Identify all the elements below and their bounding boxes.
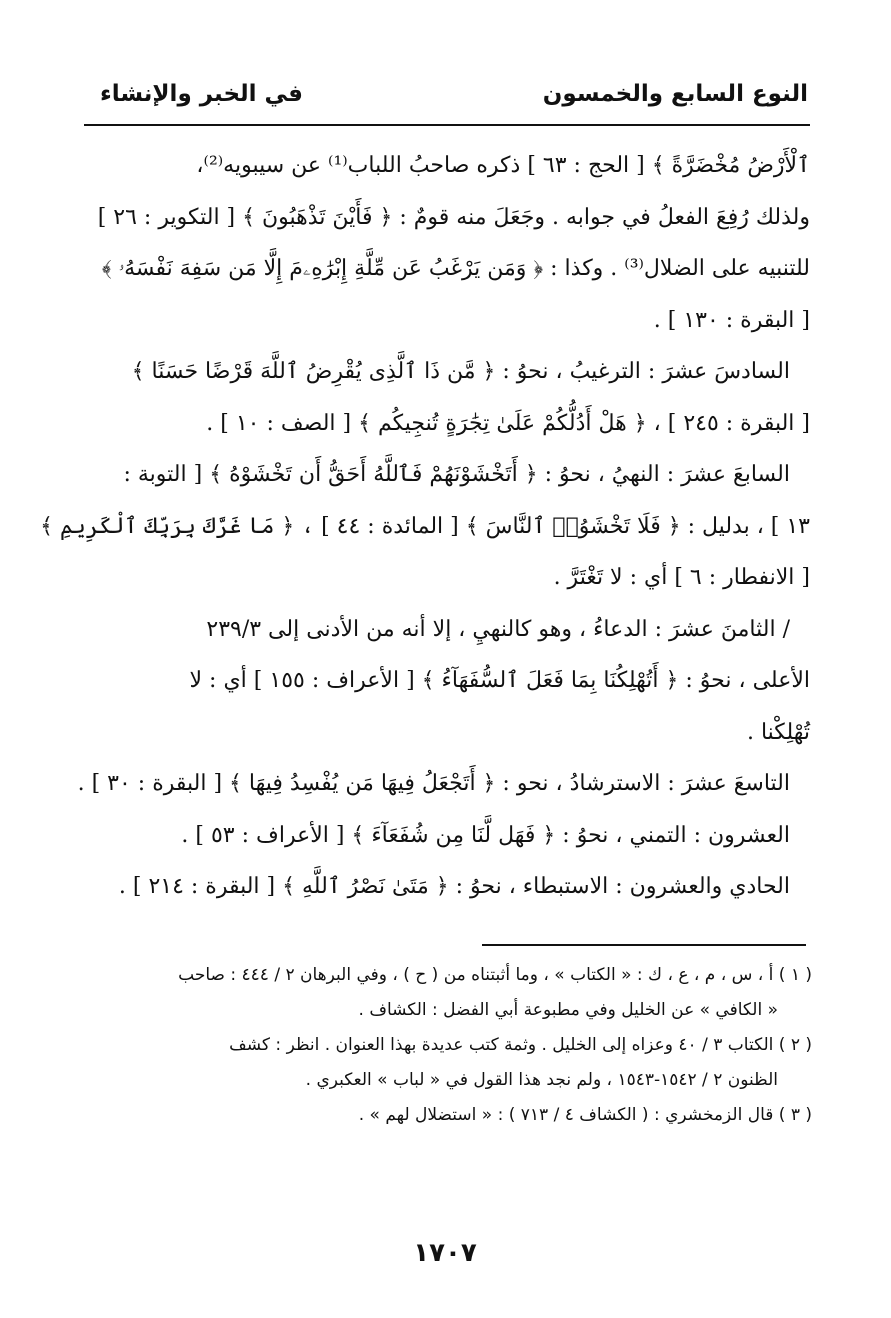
running-header: [100, 74, 808, 114]
text-line: التاسعَ عشرَ : الاسترشادُ ، نحو : ﴿ أَتَجْعَلُ فِيهَا مَن يُفْسِدُ فِيهَا ﴾ [ البقرة : ٣٠ ] .: [77, 771, 790, 796]
text-line: للتنبيه على الضلال⁽³⁾ . وكذا : ﴿ وَمَن يَرْغَبُ عَن مِّلَّةِ إِبْرَٰهِۦمَ إِلَّا مَن سَفِهَ نَفْسَهُۥ ﴾: [101, 256, 810, 281]
text-line: الحادي والعشرون : الاستبطاء ، نحوُ : ﴿ مَتَىٰ نَصْرُ ٱللَّهِ ﴾ [ البقرة : ٢١٤ ] .: [118, 874, 790, 899]
text-line: العشرون : التمني ، نحوُ : ﴿ فَهَل لَّنَا مِن شُفَعَآءَ ﴾ [ الأعراف : ٥٣ ] .: [181, 822, 790, 848]
footnote-line: ( ٢ ) الكتاب ٣ / ٤٠ وعزاه إلى الخليل . وثمة كتب عديدة بهذا العنوان . انظر : كشف: [229, 1035, 812, 1055]
text-line: / الثامنَ عشرَ : الدعاءُ ، وهو كالنهيِ ، إلا أنه من الأدنى إلى ٢٣٩/٣: [206, 616, 790, 642]
footnote-line: ( ١ ) أ ، س ، م ، ع ، ك : « الكتاب » ، وما أثبتناه من ( ح ) ، وفي البرهان ٢ / ٤٤٤ : صاحب: [178, 965, 812, 985]
text-line: السادسَ عشرَ : الترغيبُ ، نحوُ : ﴿ مَّن ذَا ٱلَّذِى يُقْرِضُ ٱللَّهَ قَرْضًا حَسَنًا ﴾: [131, 359, 790, 384]
text-line: [ الانفطار : ٦ ] أي : لا تَغْتَرَّ .: [553, 565, 810, 590]
footnote-rule: [482, 944, 806, 946]
main-text: [40, 140, 810, 913]
page-number: ١٧٠٧: [413, 1238, 477, 1268]
header-chapter-title: النوع السابع والخمسون: [542, 81, 808, 107]
text-line: [ البقرة : ١٣٠ ] .: [653, 307, 810, 333]
text-line: تُهْلِكْنا .: [746, 719, 810, 745]
text-line: السابعَ عشرَ : النهيُ ، نحوُ : ﴿ أَتَخْشَوْنَهُمْ فَٱللَّهُ أَحَقُّ أَن تَخْشَوْهُ ﴾ [ التوبة :: [123, 462, 790, 487]
header-rule: [84, 124, 810, 126]
footnote-line: الظنون ٢ / ١٥٤٢-١٥٤٣ ، ولم نجد هذا القول في « لباب » العكبري .: [305, 1070, 778, 1090]
footnote-line: « الكافي » عن الخليل وفي مطبوعة أبي الفضل : الكشاف .: [358, 1000, 778, 1020]
text-line: ولذلك رُفِعَ الفعلُ في جوابه . وجَعَلَ منه قومٌ : ﴿ فَأَيْنَ تَذْهَبُونَ ﴾ [ التكوير : ٢٦ ]: [97, 204, 810, 230]
text-line: ١٣ ] ، بدليل : ﴿ فَلَا تَخْشَوُا۟ ٱلنَّاسَ ﴾ [ المائدة : ٤٤ ] ، ﴿ مَا غَرَّكَ بِرَبِّكَ ٱلْكَرِيمِ ﴾: [40, 513, 810, 539]
footnote-line: ( ٣ ) قال الزمخشري : ( الكشاف ٤ / ٧١٣ ) : « استضلال لهم » .: [358, 1105, 812, 1125]
text-line: [ البقرة : ٢٤٥ ] ، ﴿ هَلْ أَدُلُّكُمْ عَلَىٰ تِجَٰرَةٍ تُنجِيكُم ﴾ [ الصف : ١٠ ] .: [206, 410, 810, 436]
footnotes: [100, 958, 812, 1133]
header-section-title: في الخبر والإنشاء: [100, 81, 303, 107]
text-line: الأعلى ، نحوُ : ﴿ أَتُهْلِكُنَا بِمَا فَعَلَ ٱلسُّفَهَآءُ ﴾ [ الأعراف : ١٥٥ ] أي : لا: [189, 668, 810, 693]
text-line: ٱلْأَرْضُ مُخْضَرَّةً ﴾ [ الحج : ٦٣ ] ذكره صاحبُ اللباب⁽¹⁾ عن سيبويه⁽²⁾،: [196, 153, 810, 178]
